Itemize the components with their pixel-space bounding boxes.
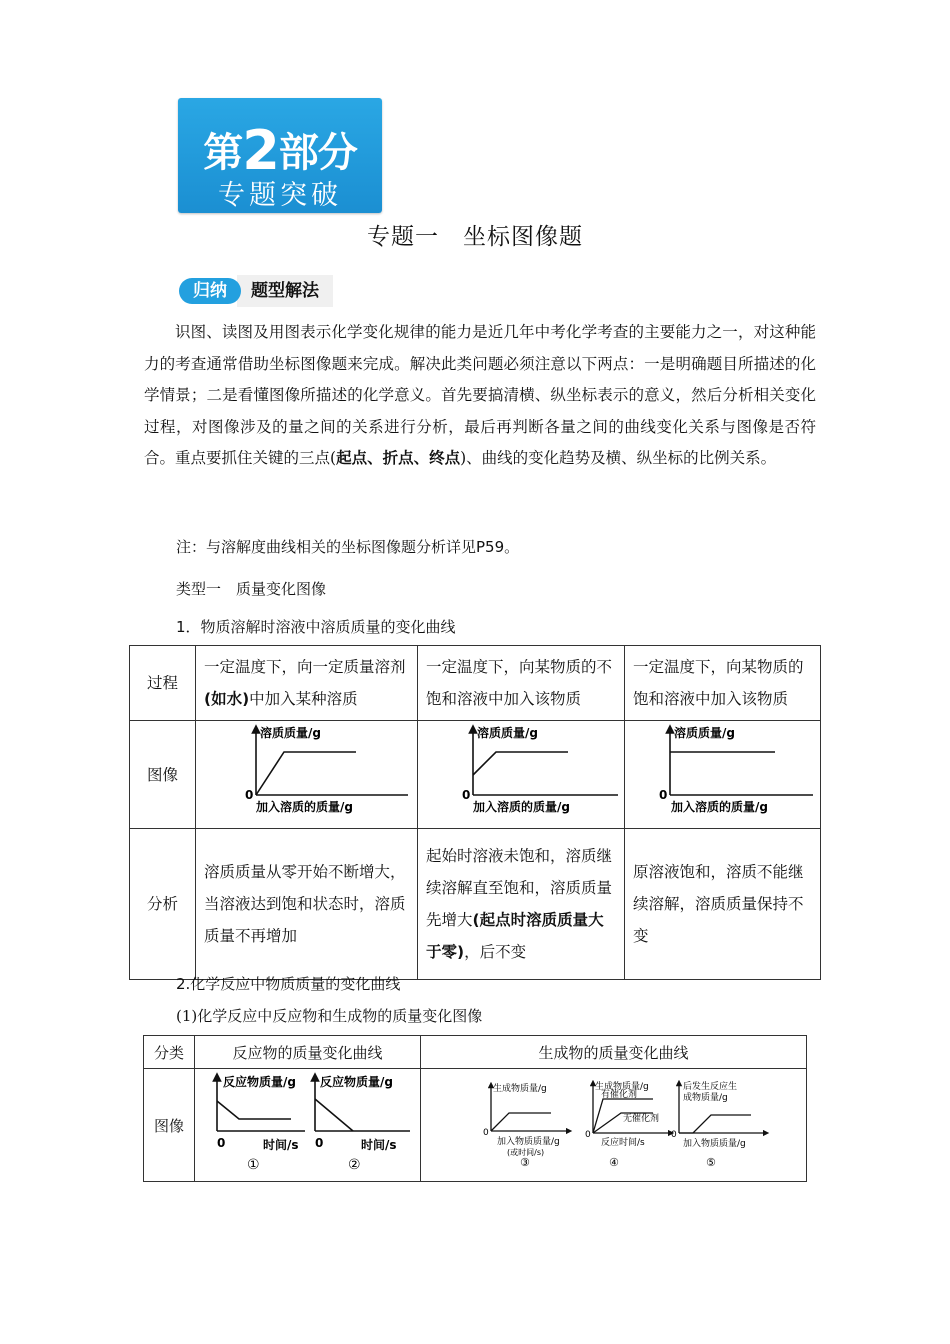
x-axis-label: 加入溶质的质量/g bbox=[473, 800, 570, 814]
x-axis-sublabel: (或时间/s) bbox=[507, 1148, 545, 1157]
curve-line bbox=[491, 1113, 551, 1131]
origin-label: 0 bbox=[217, 1136, 226, 1150]
table-row bbox=[144, 1069, 807, 1182]
x-axis-label: 加入溶质的质量/g bbox=[256, 800, 353, 814]
solute-graph-2 bbox=[418, 721, 624, 817]
graph-number: ③ bbox=[520, 1156, 530, 1169]
reaction-table bbox=[143, 1035, 807, 1182]
origin-label: 0 bbox=[671, 1130, 677, 1140]
origin-label: 0 bbox=[245, 788, 254, 802]
y-axis-label: 生成物质量/g bbox=[595, 1082, 649, 1092]
tag-pill: 归纳 bbox=[179, 278, 241, 304]
type-heading: 类型一 质量变化图像 bbox=[176, 580, 327, 598]
analysis-cell-2: 起始时溶液未饱和，溶质继续溶解直至饱和，溶质质量先增大(起点时溶质质量大于零)，后不变 bbox=[418, 829, 625, 980]
section-1-heading: 1．物质溶解时溶液中溶质质量的变化曲线 bbox=[176, 618, 456, 636]
no-catalyst-label: 无催化剂 bbox=[623, 1114, 660, 1124]
row-label-process: 过程 bbox=[130, 646, 196, 721]
page-title: 专题一 坐标图像题 bbox=[367, 224, 583, 250]
y-axis-label: 反应物质量/g bbox=[223, 1075, 296, 1089]
y-axis-label: 溶质质量/g bbox=[674, 726, 735, 740]
process-cell-3: 一定温度下，向某物质的饱和溶液中加入该物质 bbox=[625, 646, 821, 721]
row-label-analysis: 分析 bbox=[130, 829, 196, 980]
y-axis-label: 溶质质量/g bbox=[477, 726, 538, 740]
graph-number: ① bbox=[247, 1157, 260, 1173]
reactant-graph-cell bbox=[195, 1069, 421, 1182]
table-row bbox=[130, 646, 821, 721]
catalyst-label: 有催化剂 bbox=[601, 1090, 638, 1100]
header-class: 分类 bbox=[144, 1036, 195, 1069]
graph-cell-1 bbox=[196, 721, 418, 829]
reactant-graphs bbox=[195, 1069, 420, 1177]
graph-number: ④ bbox=[609, 1156, 619, 1169]
curve-line bbox=[473, 752, 568, 775]
curve-line bbox=[315, 1099, 353, 1131]
header-product: 生成物的质量变化曲线 bbox=[421, 1036, 807, 1069]
graph-cell-2 bbox=[418, 721, 625, 829]
header-reactant: 反应物的质量变化曲线 bbox=[195, 1036, 421, 1069]
x-axis-label: 加入物质质量/g bbox=[683, 1139, 746, 1149]
graph-number: ② bbox=[348, 1157, 361, 1173]
x-axis-label: 加入溶质的质量/g bbox=[671, 800, 768, 814]
solute-graph-3 bbox=[625, 721, 819, 817]
y-axis-label: 反应物质量/g bbox=[320, 1075, 393, 1089]
origin-label: 0 bbox=[659, 788, 668, 802]
note-line: 注：与溶解度曲线相关的坐标图像题分析详见P59。 bbox=[176, 538, 520, 556]
curve-line bbox=[217, 1101, 291, 1119]
analysis-cell-1: 溶质质量从零开始不断增大，当溶液达到饱和状态时，溶质质量不再增加 bbox=[196, 829, 418, 980]
table-row bbox=[130, 829, 821, 980]
section-2-heading: 2.化学反应中物质质量的变化曲线 bbox=[176, 975, 401, 993]
origin-label: 0 bbox=[462, 788, 471, 802]
x-axis-label: 时间/s bbox=[263, 1138, 299, 1152]
table-row bbox=[144, 1036, 807, 1069]
curve-line bbox=[679, 1115, 751, 1133]
row-label-image: 图像 bbox=[144, 1069, 195, 1182]
process-cell-2: 一定温度下，向某物质的不饱和溶液中加入该物质 bbox=[418, 646, 625, 721]
solute-graph-1 bbox=[196, 721, 416, 817]
row-label-image: 图像 bbox=[130, 721, 196, 829]
y-axis-label: 溶质质量/g bbox=[260, 726, 321, 740]
intro-paragraph: 识图、读图及用图表示化学变化规律的能力是近几年中考化学考查的主要能力之一，对这种能力的考查通常借助坐标图像题来完成。解决此类问题必须注意以下两点：一是明确题目所描述的化学情景；二是看懂图像所描述的化学意义。首先要搞清横、纵坐标表示的意义，然后分析相关变化过程，对图像涉及的量之间的关系进行分析，最后再判断各量之间的曲线变化关系与图像是否符合。重点要抓住关键的三点(起点、折点、终点)、曲线的变化趋势及横、纵坐标的比例关系。 bbox=[144, 323, 816, 467]
section-2-1-heading: (1)化学反应中反应物和生成物的质量变化图像 bbox=[176, 1007, 483, 1025]
tag-label: 题型解法 bbox=[237, 275, 333, 307]
x-axis-label: 反应时间/s bbox=[601, 1138, 645, 1148]
y-axis-label-2: 成物质量/g bbox=[683, 1093, 728, 1103]
y-axis-label: 后发生反应生 bbox=[683, 1082, 738, 1092]
origin-label: 0 bbox=[585, 1130, 591, 1140]
x-axis-label: 时间/s bbox=[361, 1138, 397, 1152]
table-row bbox=[130, 721, 821, 829]
analysis-cell-3: 原溶液饱和，溶质不能继续溶解，溶质质量保持不变 bbox=[625, 829, 821, 980]
y-axis-label: 生成物质量/g bbox=[493, 1084, 547, 1094]
origin-label: 0 bbox=[483, 1128, 489, 1138]
graph-cell-3 bbox=[625, 721, 821, 829]
dissolution-table bbox=[129, 645, 821, 980]
process-cell-1: 一定温度下，向一定质量溶剂(如水)中加入某种溶质 bbox=[196, 646, 418, 721]
section-banner bbox=[178, 98, 382, 213]
banner-part-label: 第2部分 bbox=[203, 119, 357, 182]
x-axis-label: 加入物质质量/g bbox=[497, 1137, 560, 1147]
banner-subtitle: 专题突破 bbox=[218, 180, 342, 211]
graph-number: ⑤ bbox=[706, 1156, 716, 1169]
curve-line bbox=[256, 752, 356, 795]
product-graphs bbox=[421, 1069, 806, 1177]
product-graph-cell bbox=[421, 1069, 807, 1182]
origin-label: 0 bbox=[315, 1136, 324, 1150]
method-tag bbox=[179, 270, 339, 310]
